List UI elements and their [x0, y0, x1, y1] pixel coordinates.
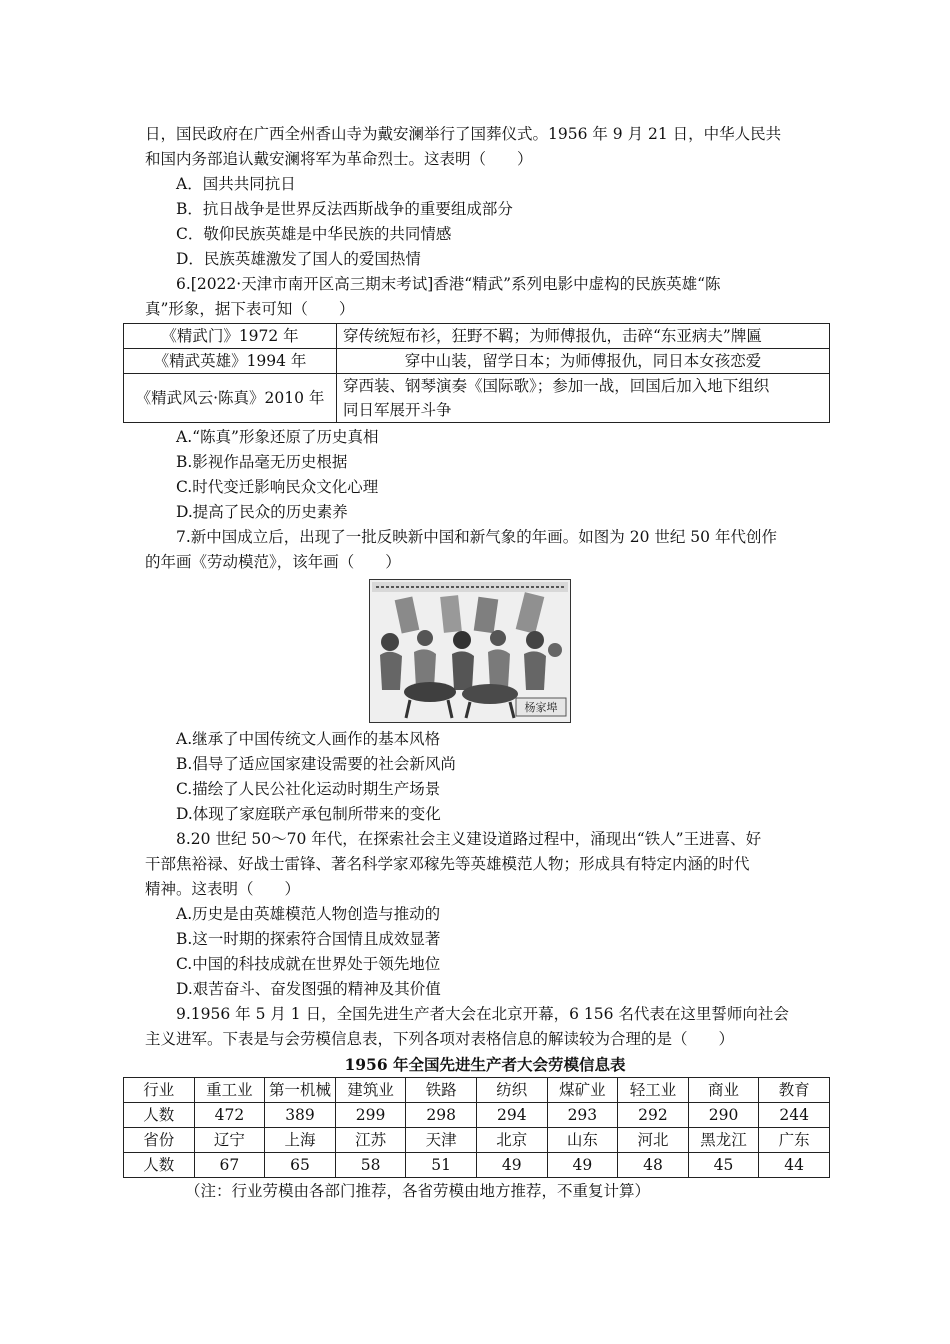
- count-cell: 244: [759, 1103, 830, 1128]
- count-cell: 65: [265, 1153, 336, 1178]
- q5-option-a[interactable]: A．国共共同抗日: [176, 175, 296, 193]
- count-cell: 292: [618, 1103, 689, 1128]
- count-cell: 294: [476, 1103, 547, 1128]
- province-cell: 河北: [618, 1128, 689, 1153]
- q6-film-cell: 《精武英雄》1994 年: [124, 349, 337, 374]
- count-cell: 293: [547, 1103, 618, 1128]
- new-year-painting-image: [369, 579, 571, 723]
- q5-text-line2: 和国内务部追认戴安澜将军为革命烈士。这表明（ ）: [145, 150, 533, 168]
- q7-option-c[interactable]: C.描绘了人民公社化运动时期生产场景: [176, 780, 441, 798]
- industry-cell: 铁路: [406, 1078, 477, 1103]
- table-row: [124, 374, 830, 423]
- painting-seal-text: 杨家埠: [524, 701, 558, 714]
- province-cell: 黑龙江: [688, 1128, 759, 1153]
- table-row: [124, 1153, 830, 1178]
- q6-text-line1: 6.[2022·天津市南开区高三期末考试]香港“精武”系列电影中虚构的民族英雄“陈: [176, 275, 721, 293]
- count-cell: 49: [476, 1153, 547, 1178]
- q5-text-line1: 日，国民政府在广西全州香山寺为戴安澜举行了国葬仪式。1956 年 9 月 21 日，中华人民共: [145, 125, 782, 143]
- q9-text-line1: 9.1956 年 5 月 1 日，全国先进生产者大会在北京开幕，6 156 名代表在这里誓师向社会: [176, 1005, 789, 1023]
- count-cell: 45: [688, 1153, 759, 1178]
- q6-film-cell: 《精武门》1972 年: [124, 324, 337, 349]
- q8-text-line2: 干部焦裕禄、好战士雷锋、著名科学家邓稼先等英雄模范人物；形成具有特定内涵的时代: [145, 855, 750, 873]
- table-row: [124, 1128, 830, 1153]
- q9-model-worker-table: [123, 1077, 830, 1178]
- table-row: [124, 1078, 830, 1103]
- industry-cell: 建筑业: [335, 1078, 406, 1103]
- q7-image-wrap: [145, 575, 825, 727]
- industry-cell: 纺织: [476, 1078, 547, 1103]
- industry-cell: 教育: [759, 1078, 830, 1103]
- q6-option-d[interactable]: D.提高了民众的历史素养: [176, 503, 348, 521]
- table-row: [124, 1103, 830, 1128]
- q7-option-a[interactable]: A.继承了中国传统文人画作的基本风格: [176, 730, 441, 748]
- row-header: 人数: [124, 1103, 195, 1128]
- industry-cell: 轻工业: [618, 1078, 689, 1103]
- q7-option-d[interactable]: D.体现了家庭联产承包制所带来的变化: [176, 805, 441, 823]
- count-cell: 472: [194, 1103, 265, 1128]
- q7-option-b[interactable]: B.倡导了适应国家建设需要的社会新风尚: [176, 755, 456, 773]
- table-row: [124, 324, 830, 349]
- q8-text-line3: 精神。这表明（ ）: [145, 880, 301, 898]
- industry-cell: 重工业: [194, 1078, 265, 1103]
- q8-option-d[interactable]: D.艰苦奋斗、奋发图强的精神及其价值: [176, 980, 441, 998]
- q8-option-b[interactable]: B.这一时期的探索符合国情且成效显著: [176, 930, 441, 948]
- industry-cell: 煤矿业: [547, 1078, 618, 1103]
- province-cell: 广东: [759, 1128, 830, 1153]
- province-cell: 辽宁: [194, 1128, 265, 1153]
- q6-desc-line1: 穿西装、钢琴演奏《国际歌》；参加一战，回国后加入地下组织: [343, 377, 770, 395]
- q8-option-a[interactable]: A.历史是由英雄模范人物创造与推动的: [176, 905, 441, 923]
- q6-film-cell: 《精武风云·陈真》2010 年: [124, 374, 337, 423]
- province-cell: 天津: [406, 1128, 477, 1153]
- q6-option-b[interactable]: B.影视作品毫无历史根据: [176, 453, 348, 471]
- question-content: [135, 122, 825, 1204]
- q6-desc-cell: 穿中山装，留学日本；为师傅报仇，同日本女孩恋爱: [337, 349, 830, 374]
- q9-text-line2: 主义进军。下表是与会劳模信息表，下列各项对表格信息的解读较为合理的是（ ）: [145, 1030, 735, 1048]
- count-cell: 299: [335, 1103, 406, 1128]
- industry-cell: 商业: [688, 1078, 759, 1103]
- painting-illustration: [370, 580, 570, 722]
- count-cell: 51: [406, 1153, 477, 1178]
- q5-option-d[interactable]: D．民族英雄激发了国人的爱国热情: [176, 250, 421, 268]
- q9-table-note: （注：行业劳模由各部门推荐，各省劳模由地方推荐，不重复计算）: [185, 1182, 651, 1200]
- table-row: [124, 349, 830, 374]
- count-cell: 48: [618, 1153, 689, 1178]
- q6-option-a[interactable]: A.“陈真”形象还原了历史真相: [176, 428, 379, 446]
- count-cell: 58: [335, 1153, 406, 1178]
- count-cell: 290: [688, 1103, 759, 1128]
- q5-option-c[interactable]: C．敬仰民族英雄是中华民族的共同情感: [176, 225, 452, 243]
- q7-text-line2: 的年画《劳动模范》，该年画（ ）: [145, 553, 401, 571]
- q5-option-b[interactable]: B．抗日战争是世界反法西斯战争的重要组成部分: [176, 200, 513, 218]
- row-header: 行业: [124, 1078, 195, 1103]
- q6-text-line2: 真”形象，据下表可知（ ）: [145, 300, 355, 318]
- q6-desc-cell: 穿传统短布衫，狂野不羁；为师傅报仇，击碎“东亚病夫”牌匾: [337, 324, 830, 349]
- province-cell: 江苏: [335, 1128, 406, 1153]
- province-cell: 上海: [265, 1128, 336, 1153]
- q7-text-line1: 7.新中国成立后，出现了一批反映新中国和新气象的年画。如图为 20 世纪 50 年代创作: [176, 528, 777, 546]
- count-cell: 67: [194, 1153, 265, 1178]
- count-cell: 44: [759, 1153, 830, 1178]
- q6-desc-line2: 同日军展开斗争: [343, 401, 452, 419]
- row-header: 省份: [124, 1128, 195, 1153]
- q9-table-caption: 1956 年全国先进生产者大会劳模信息表: [344, 1055, 626, 1074]
- count-cell: 298: [406, 1103, 477, 1128]
- q6-film-table: [123, 323, 830, 423]
- q6-option-c[interactable]: C.时代变迁影响民众文化心理: [176, 478, 379, 496]
- count-cell: 49: [547, 1153, 618, 1178]
- q8-option-c[interactable]: C.中国的科技成就在世界处于领先地位: [176, 955, 441, 973]
- q8-text-line1: 8.20 世纪 50～70 年代，在探索社会主义建设道路过程中，涌现出“铁人”王进喜、好: [176, 830, 762, 848]
- q6-desc-cell: [337, 374, 830, 423]
- row-header: 人数: [124, 1153, 195, 1178]
- count-cell: 389: [265, 1103, 336, 1128]
- province-cell: 北京: [476, 1128, 547, 1153]
- industry-cell: 第一机械: [265, 1078, 336, 1103]
- province-cell: 山东: [547, 1128, 618, 1153]
